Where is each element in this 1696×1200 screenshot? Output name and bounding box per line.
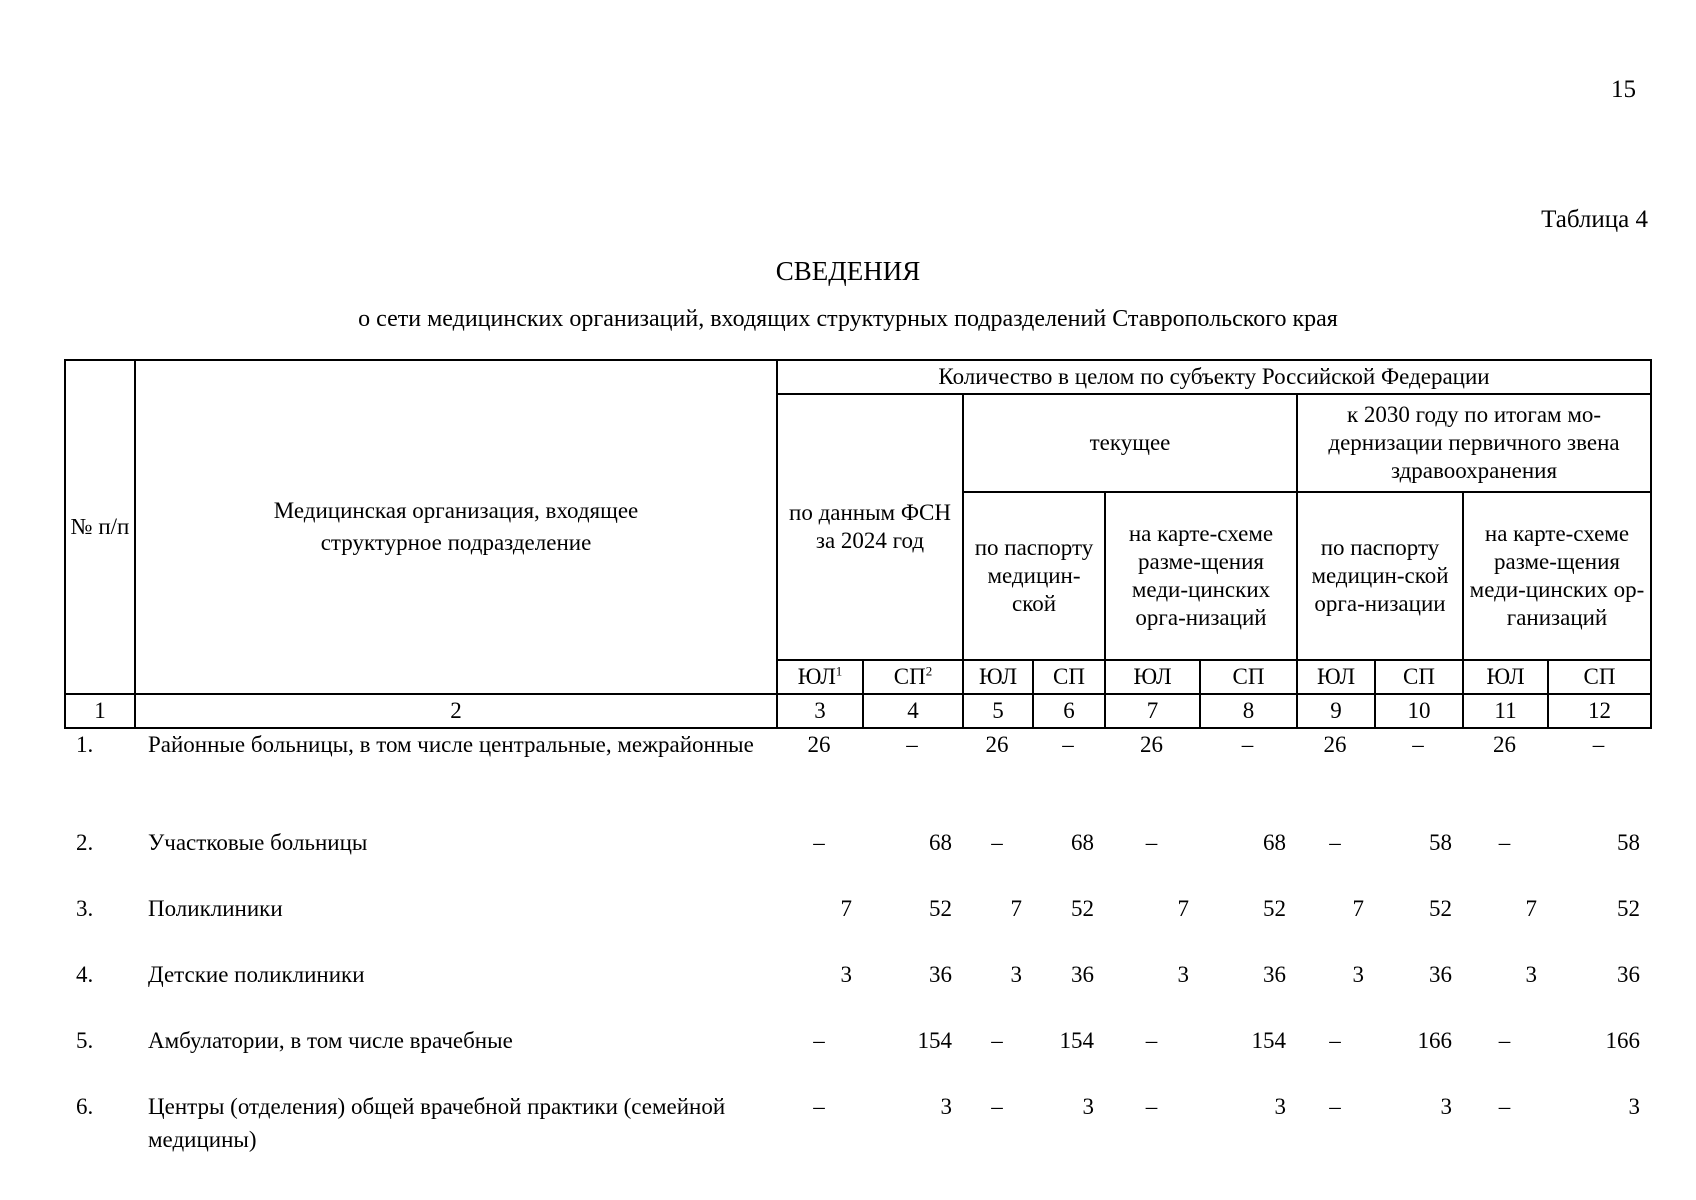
cell-value: 3 [1628,1094,1640,1119]
cell-value: 3 [1177,962,1189,987]
column-number: 9 [1297,694,1375,728]
cell-value: 26 [807,732,831,757]
column-number: 4 [863,694,963,728]
document-title: СВЕДЕНИЯ [775,256,921,286]
table-row [64,826,1650,892]
cell-value: – [1412,732,1424,757]
cell-value: 7 [1352,896,1364,921]
cell-value: 3 [1082,1094,1094,1119]
row-number: 2. [76,830,94,855]
header-sp: СП [1548,660,1651,694]
column-number: 10 [1375,694,1463,728]
row-name: Участковые больницы [148,830,368,855]
column-number: 5 [963,694,1033,728]
cell-value: – [1145,830,1158,855]
cell-value: 3 [1010,962,1022,987]
cell-value: 7 [840,896,852,921]
row-number: 4. [76,962,94,987]
cell-value: – [813,1028,825,1053]
cell-value: 52 [1071,896,1094,921]
header-col-2030: к 2030 году по итогам мо-дернизации первичного звена здравоохранения [1297,394,1651,492]
table-row [64,728,1650,826]
cell-value: – [813,1094,825,1119]
cell-value: 68 [1263,830,1286,855]
column-number: 1 [65,694,135,728]
header-col-passport: по паспорту медицин-ской [963,492,1105,660]
header-col-org: Медицинская организация, входящее структурное подразделение [135,360,777,694]
cell-value: 7 [1177,896,1189,921]
header-col-total: Количество в целом по субъекту Российской Федерации [777,360,1651,394]
column-number: 3 [777,694,863,728]
cell-value: 154 [917,1028,952,1053]
cell-value: 36 [1263,962,1286,987]
cell-value: 26 [1140,732,1163,757]
header-ul: ЮЛ [1297,660,1375,694]
header-sp: СП [1200,660,1297,694]
page-number: 15 [1611,76,1636,103]
cell-value: 58 [1429,830,1452,855]
header-sp: СП [1375,660,1463,694]
cell-value: 7 [1525,896,1537,921]
cell-value: – [813,830,825,855]
row-number: 3. [76,896,94,921]
column-number: 8 [1200,694,1297,728]
cell-value: – [1241,732,1254,757]
row-name: Центры (отделения) общей врачебной практики (семейной медицины) [148,1094,726,1152]
cell-value: 3 [940,1094,952,1119]
table-label: Таблица 4 [1541,206,1648,233]
cell-value: 36 [1429,962,1452,987]
cell-value: 68 [929,830,952,855]
column-number: 6 [1033,694,1105,728]
cell-value: – [1329,1028,1341,1053]
row-name: Амбулатории, в том числе врачебные [148,1028,513,1053]
cell-value: 26 [985,732,1009,757]
table-row [64,892,1650,958]
cell-value: 58 [1617,830,1640,855]
cell-value: – [991,830,1003,855]
cell-value: – [1145,1094,1158,1119]
header-ul: ЮЛ [963,660,1033,694]
cell-value: – [1498,1094,1511,1119]
cell-value: 3 [840,962,852,987]
column-number: 11 [1463,694,1548,728]
cell-value: – [991,1028,1003,1053]
cell-value: 166 [1417,1028,1452,1053]
header-ul: $ЮЛ^1$ [777,660,863,694]
header-sp: $СП^2$ [863,660,963,694]
cell-value: 3 [1352,962,1364,987]
cell-value: 3 [1440,1094,1452,1119]
table-row [64,1024,1650,1090]
cell-value: 154 [1251,1028,1286,1053]
row-number: 5. [76,1028,94,1053]
row-name: Детские поликлиники [148,962,365,987]
column-number: 2 [135,694,777,728]
cell-value: – [1592,732,1605,757]
header-sp: СП [1033,660,1105,694]
header-col-fsn: по данным ФСН за 2024 год [777,394,963,660]
cell-value: – [1062,732,1074,757]
cell-value: 36 [1071,962,1094,987]
cell-value: 36 [929,962,952,987]
column-number: 12 [1548,694,1651,728]
cell-value: – [991,1094,1003,1119]
cell-value: – [1145,1028,1158,1053]
cell-value: 166 [1605,1028,1640,1053]
header-col-current: текущее [963,394,1297,492]
cell-value: 52 [1617,896,1640,921]
cell-value: – [1329,830,1341,855]
header-ul: ЮЛ [1105,660,1200,694]
cell-value: 3 [1525,962,1537,987]
cell-value: – [1498,830,1511,855]
table-row [64,958,1650,1024]
cell-value: – [1498,1028,1511,1053]
header-col-passport-2030: по паспорту медицин-ской орга-низации [1297,492,1463,660]
data-table [64,728,1650,1160]
cell-value: – [906,732,918,757]
row-name: Районные больницы, в том числе центральные, межрайонные [148,732,754,757]
cell-value: 26 [1323,732,1347,757]
column-number: 7 [1105,694,1200,728]
table-row [64,1090,1650,1160]
cell-value: 7 [1010,896,1022,921]
row-number: 1. [76,732,94,757]
header-ul: ЮЛ [1463,660,1548,694]
header-col-num: № п/п [65,360,135,694]
cell-value: 3 [1274,1094,1286,1119]
cell-value: 52 [929,896,952,921]
row-name: Поликлиники [148,896,283,921]
header-col-map: на карте-схеме разме-щения меди-цинских орга-низаций [1105,492,1297,660]
table-header [64,359,1652,729]
document-subtitle: о сети медицинских организаций, входящих структурных подразделений Ставропольского края [358,306,1338,332]
cell-value: 52 [1263,896,1286,921]
cell-value: 68 [1071,830,1094,855]
cell-value: 36 [1617,962,1640,987]
cell-value: 154 [1059,1028,1094,1053]
header-col-map-2030: на карте-схеме разме-щения меди-цинских ор-ганизаций [1463,492,1651,660]
cell-value: 26 [1493,732,1516,757]
cell-value: – [1329,1094,1341,1119]
cell-value: 52 [1429,896,1452,921]
row-number: 6. [76,1094,94,1119]
